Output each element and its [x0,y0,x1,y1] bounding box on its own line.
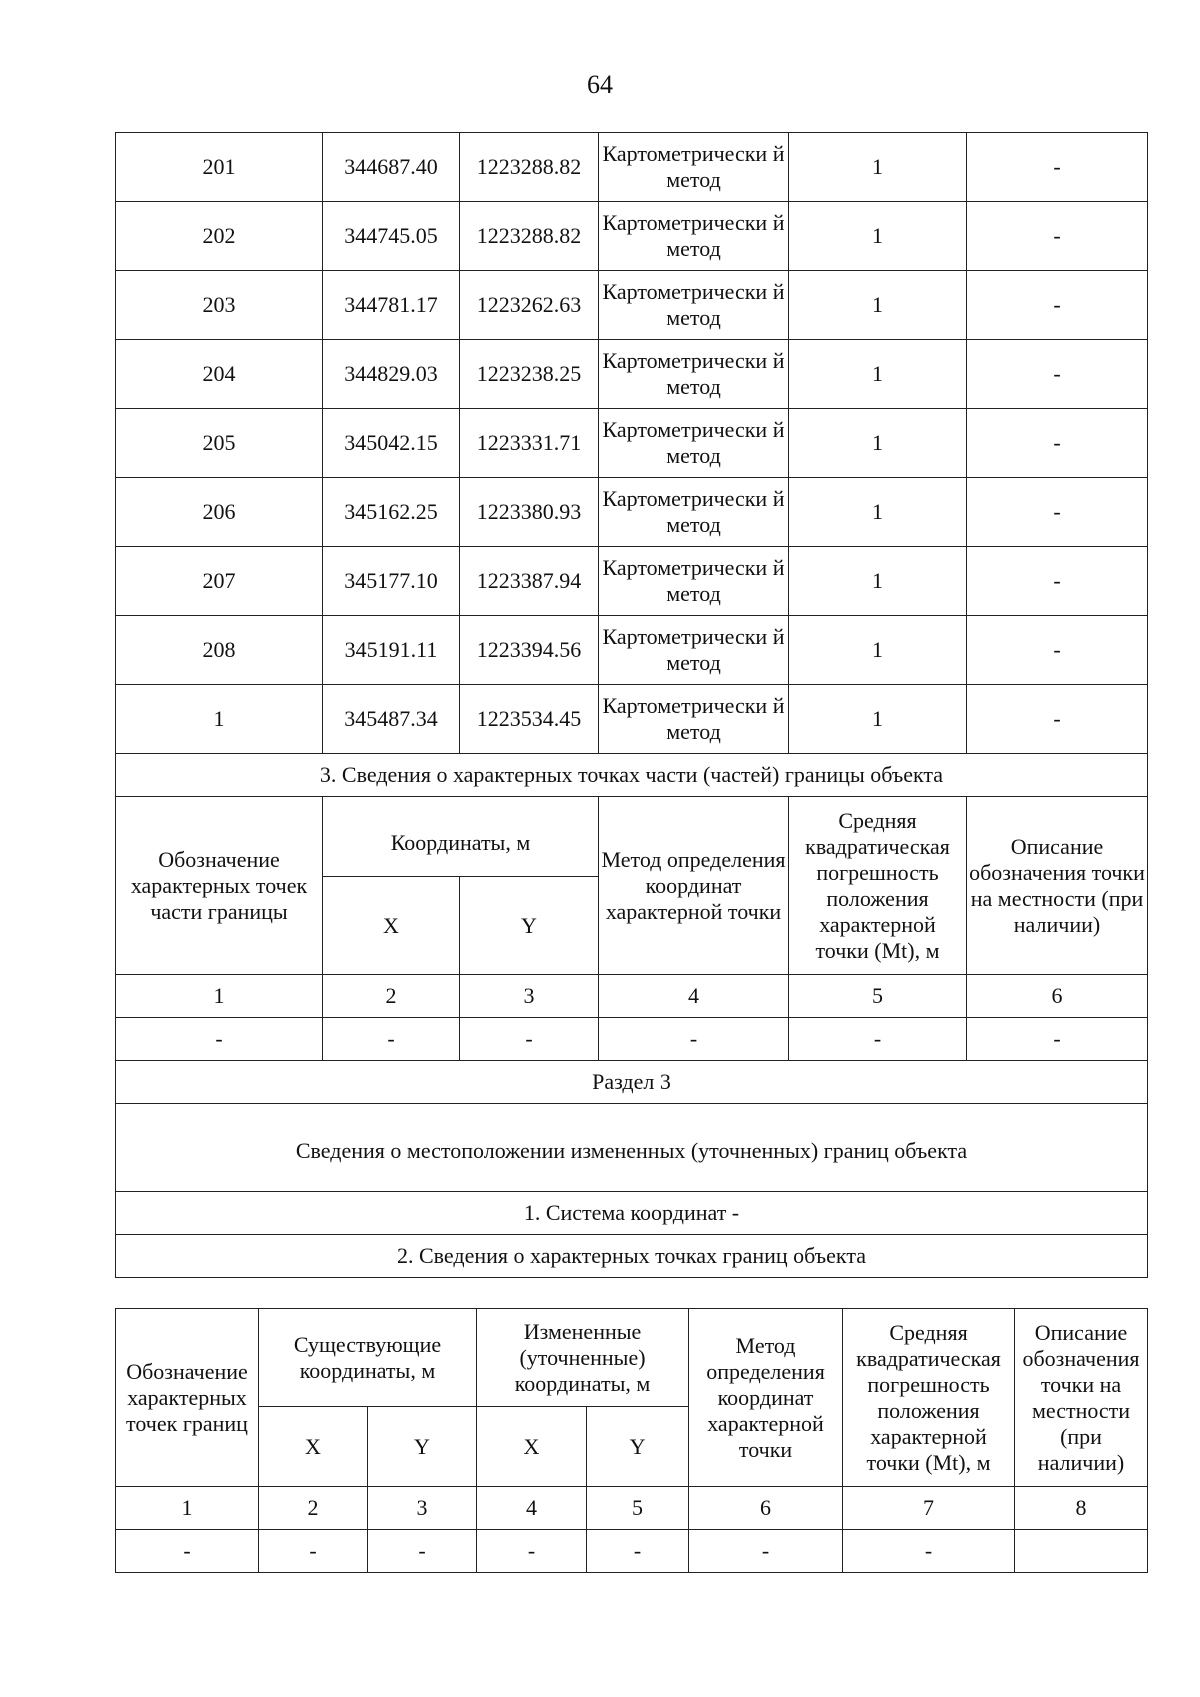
coord-x-cell: 344687.40 [323,133,460,202]
empty-cell: - [368,1530,477,1573]
accuracy-cell: 1 [789,409,967,478]
header-existing-coordinates: Существующие координаты, м [259,1309,477,1407]
empty-cell [1015,1530,1148,1573]
part-section-title: 3. Сведения о характерных точках части (частей) границы объекта [116,754,1148,797]
coord-y-cell: 1223262.63 [460,271,599,340]
header-designation: Обозначение характерных точек границ [116,1309,259,1487]
table-row [116,340,1148,409]
accuracy-cell: 1 [789,685,967,754]
accuracy-cell: 1 [789,616,967,685]
point-id-cell: 205 [116,409,323,478]
accuracy-cell: 1 [789,478,967,547]
column-number: 6 [967,975,1148,1018]
method-cell: Картометрически й метод [599,685,789,754]
boundary-points-table [115,132,1148,1278]
section-3-title: Раздел 3 [116,1061,1148,1104]
description-cell: - [967,547,1148,616]
description-cell: - [967,271,1148,340]
header-method: Метод определения координат характерной точки [599,797,789,975]
description-cell: - [967,616,1148,685]
table-row [116,547,1148,616]
column-number: 8 [1015,1487,1148,1530]
table-row [116,409,1148,478]
column-number: 4 [477,1487,587,1530]
empty-cell: - [460,1018,599,1061]
point-id-cell: 202 [116,202,323,271]
coord-y-cell: 1223238.25 [460,340,599,409]
empty-cell: - [967,1018,1148,1061]
point-id-cell: 206 [116,478,323,547]
point-id-cell: 203 [116,271,323,340]
method-cell: Картометрически й метод [599,478,789,547]
header-x-existing: X [259,1407,368,1487]
table-row [116,685,1148,754]
method-cell: Картометрически й метод [599,547,789,616]
column-number: 3 [460,975,599,1018]
coord-x-cell: 345162.25 [323,478,460,547]
coord-y-cell: 1223387.94 [460,547,599,616]
accuracy-cell: 1 [789,202,967,271]
coordinate-system: 1. Система координат - [116,1192,1148,1235]
table-row [116,478,1148,547]
column-number: 2 [259,1487,368,1530]
empty-cell: - [843,1530,1015,1573]
description-cell: - [967,685,1148,754]
header-description: Описание обозначения точки на местности (при наличии) [967,797,1148,975]
coord-x-cell: 345042.15 [323,409,460,478]
table-row [116,202,1148,271]
description-cell: - [967,409,1148,478]
header-x: X [323,877,460,975]
method-cell: Картометрически й метод [599,133,789,202]
point-id-cell: 204 [116,340,323,409]
description-cell: - [967,478,1148,547]
empty-cell: - [259,1530,368,1573]
header-coordinates: Координаты, м [323,797,599,877]
column-numbers-row [116,1487,1148,1530]
coord-x-cell: 345487.34 [323,685,460,754]
header-changed-coordinates: Измененные (уточненные) координаты, м [477,1309,689,1407]
table-row [116,271,1148,340]
header-y-changed: Y [587,1407,689,1487]
column-number: 4 [599,975,789,1018]
column-number: 1 [116,975,323,1018]
column-numbers-row [116,975,1148,1018]
boundary-points-title: 2. Сведения о характерных точках границ объекта [116,1235,1148,1278]
column-number: 3 [368,1487,477,1530]
table-row [116,133,1148,202]
accuracy-cell: 1 [789,547,967,616]
empty-cell: - [477,1530,587,1573]
header-y-existing: Y [368,1407,477,1487]
column-number: 5 [587,1487,689,1530]
method-cell: Картометрически й метод [599,340,789,409]
empty-cell: - [116,1018,323,1061]
column-number: 7 [843,1487,1015,1530]
point-id-cell: 208 [116,616,323,685]
method-cell: Картометрически й метод [599,271,789,340]
page-number: 64 [587,70,613,99]
coord-x-cell: 345191.11 [323,616,460,685]
point-id-cell: 201 [116,133,323,202]
empty-cell: - [599,1018,789,1061]
coord-x-cell: 344745.05 [323,202,460,271]
empty-cell: - [116,1530,259,1573]
column-number: 2 [323,975,460,1018]
header-accuracy: Средняя квадратическая погрешность положения характерной точки (Mt), м [843,1309,1015,1487]
table-row [116,1530,1148,1573]
coord-y-cell: 1223331.71 [460,409,599,478]
point-id-cell: 207 [116,547,323,616]
table-row [116,1018,1148,1061]
header-accuracy: Средняя квадратическая погрешность положения характерной точки (Mt), м [789,797,967,975]
section-3-subtitle: Сведения о местоположении измененных (уточненных) границ объекта [116,1104,1148,1192]
column-number: 6 [689,1487,843,1530]
empty-cell: - [789,1018,967,1061]
changed-boundaries-table [115,1308,1148,1573]
coord-x-cell: 345177.10 [323,547,460,616]
point-id-cell: 1 [116,685,323,754]
coord-y-cell: 1223394.56 [460,616,599,685]
coord-x-cell: 344781.17 [323,271,460,340]
description-cell: - [967,133,1148,202]
table-row [116,616,1148,685]
coord-y-cell: 1223534.45 [460,685,599,754]
method-cell: Картометрически й метод [599,409,789,478]
accuracy-cell: 1 [789,271,967,340]
coord-x-cell: 344829.03 [323,340,460,409]
header-x-changed: X [477,1407,587,1487]
coord-y-cell: 1223288.82 [460,133,599,202]
description-cell: - [967,202,1148,271]
header-description: Описание обозначения точки на местности (при наличии) [1015,1309,1148,1487]
column-number: 1 [116,1487,259,1530]
header-designation: Обозначение характерных точек части границы [116,797,323,975]
coord-y-cell: 1223288.82 [460,202,599,271]
header-y: Y [460,877,599,975]
accuracy-cell: 1 [789,133,967,202]
header-method: Метод определения координат характерной точки [689,1309,843,1487]
method-cell: Картометрически й метод [599,616,789,685]
method-cell: Картометрически й метод [599,202,789,271]
accuracy-cell: 1 [789,340,967,409]
empty-cell: - [689,1530,843,1573]
column-number: 5 [789,975,967,1018]
empty-cell: - [323,1018,460,1061]
empty-cell: - [587,1530,689,1573]
description-cell: - [967,340,1148,409]
coord-y-cell: 1223380.93 [460,478,599,547]
